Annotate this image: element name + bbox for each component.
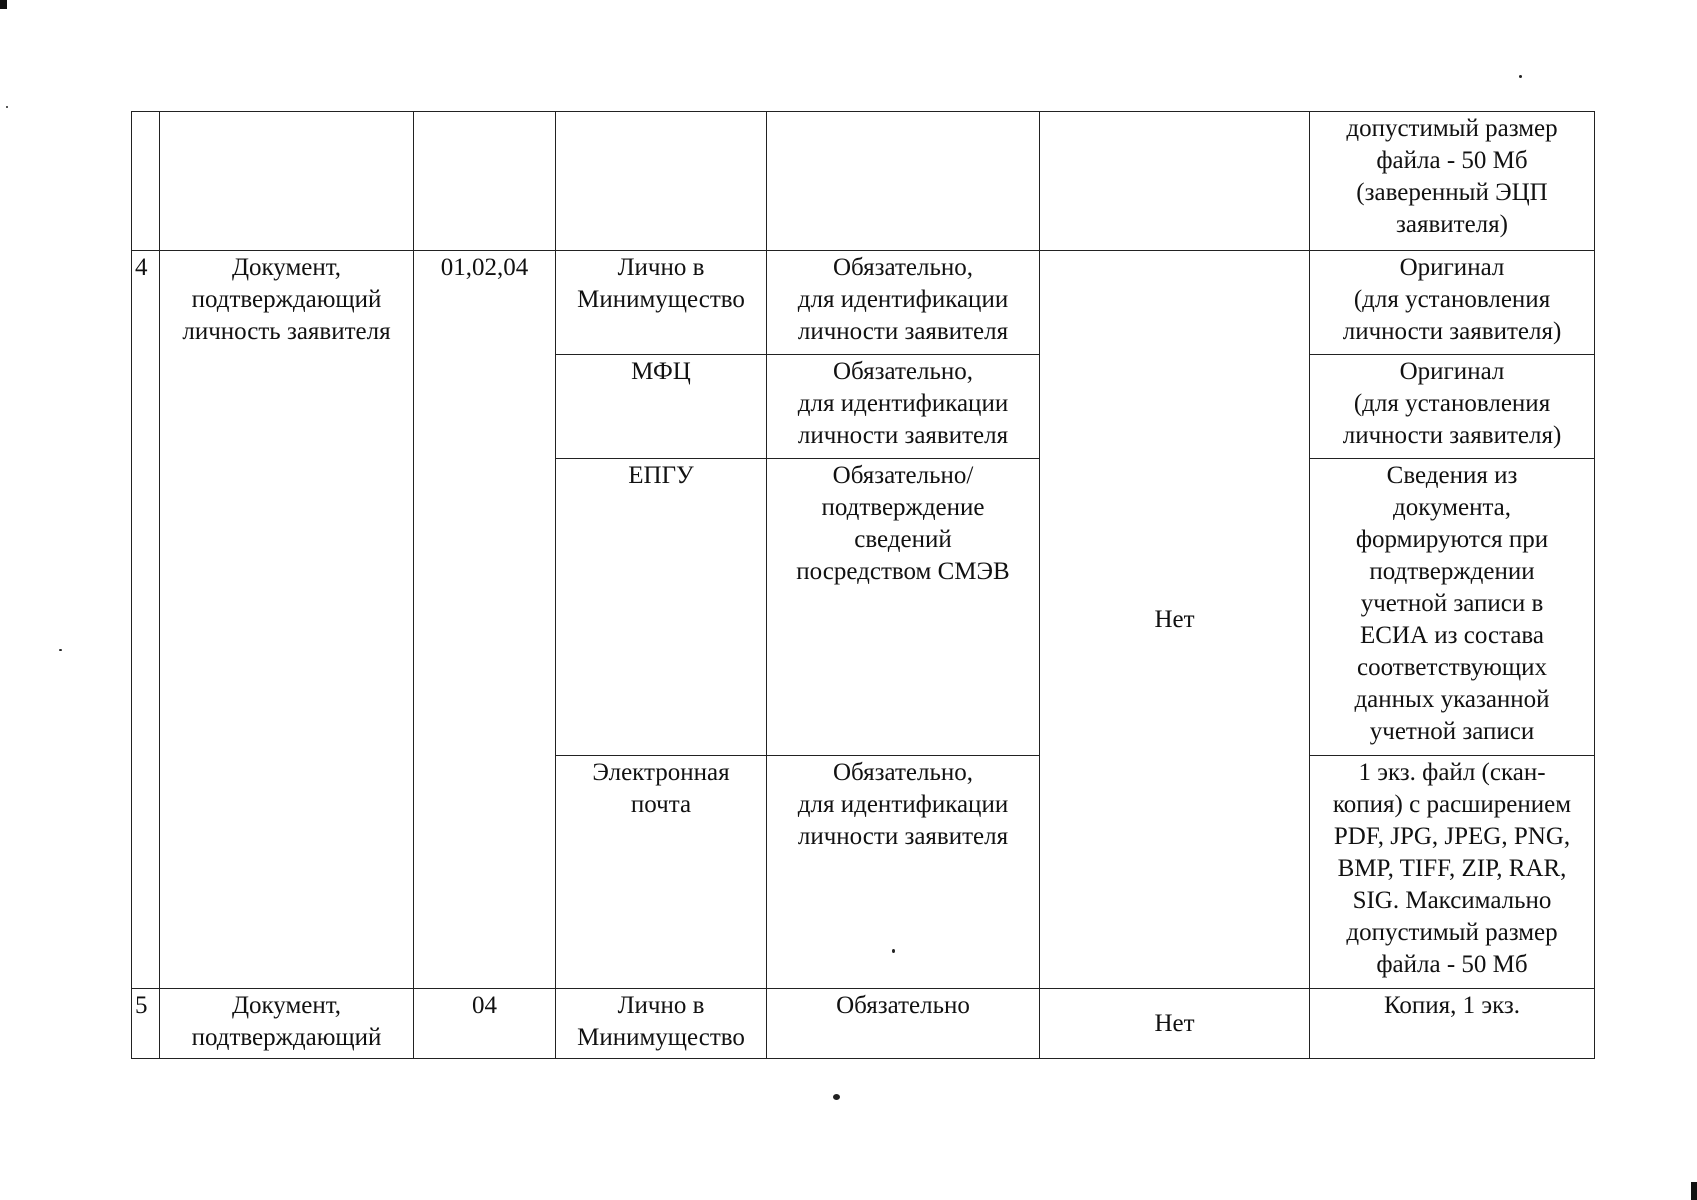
channel-cell: Лично в Минимущество: [556, 989, 767, 1059]
row-number-cell: 4: [132, 251, 160, 989]
table-row: [132, 112, 1595, 251]
document-name-cell: [160, 112, 414, 251]
document-name-cell: Документ, подтверждающий: [160, 989, 414, 1059]
channel-cell: Лично в Минимущество: [556, 251, 767, 355]
form-cell: Копия, 1 экз.: [1310, 989, 1595, 1059]
requirement-cell: Обязательно, для идентификации личности заявителя: [767, 251, 1040, 355]
channel-cell: [556, 112, 767, 251]
channel-cell: МФЦ: [556, 355, 767, 459]
row-number-cell: [132, 112, 160, 251]
requirement-cell: Обязательно, для идентификации личности заявителя: [767, 355, 1040, 459]
document-name-cell: Документ, подтверждающий личность заявителя: [160, 251, 414, 989]
scan-speck: [1519, 75, 1522, 78]
form-cell: Сведения из документа, формируются при подтверждении учетной записи в ЕСИА из состава соответствующих данных указанной учетной записи: [1310, 459, 1595, 756]
code-cell: 04: [414, 989, 556, 1059]
requirement-cell: [767, 112, 1040, 251]
requirement-cell: Обязательно, для идентификации личности заявителя: [767, 756, 1040, 989]
form-cell: Оригинал (для установления личности заявителя): [1310, 355, 1595, 459]
documents-table: [131, 111, 1595, 1059]
scan-speck: [6, 106, 8, 108]
row-number-cell: 5: [132, 989, 160, 1059]
table-row: [132, 989, 1595, 1059]
channel-cell: ЕПГУ: [556, 459, 767, 756]
requirement-cell: Обязательно: [767, 989, 1040, 1059]
no-cell: Нет: [1040, 989, 1310, 1059]
scan-speck: [833, 1094, 840, 1100]
code-cell: 01,02,04: [414, 251, 556, 989]
scan-speck: [59, 649, 62, 651]
form-cell: Оригинал (для установления личности заявителя): [1310, 251, 1595, 355]
scan-edge-mark: [1691, 1182, 1697, 1200]
requirement-cell: Обязательно/ подтверждение сведений посредством СМЭВ: [767, 459, 1040, 756]
code-cell: [414, 112, 556, 251]
scan-corner-mark: [0, 0, 7, 9]
channel-cell: Электронная почта: [556, 756, 767, 989]
form-cell: допустимый размер файла - 50 Мб (заверенный ЭЦП заявителя): [1310, 112, 1595, 251]
no-cell: Нет: [1040, 251, 1310, 989]
form-cell: 1 экз. файл (скан- копия) с расширением PDF, JPG, JPEG, PNG, BMP, TIFF, ZIP, RAR, SIG. Максимально допустимый размер файла - 50 Мб: [1310, 756, 1595, 989]
table-row: [132, 251, 1595, 355]
no-cell: [1040, 112, 1310, 251]
